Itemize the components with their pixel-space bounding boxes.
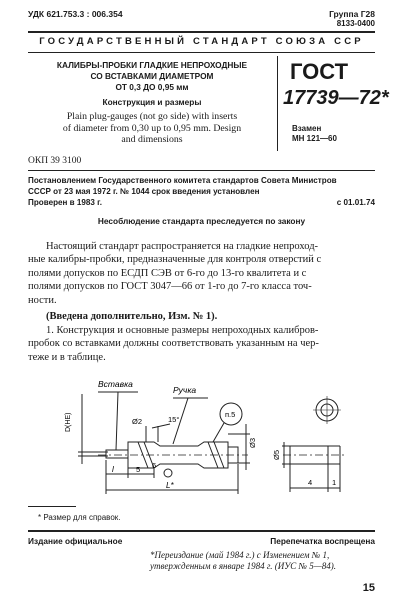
p3-line3: теже и в таблице. (28, 351, 106, 363)
technical-drawing (28, 364, 375, 504)
gost-number: 17739—72* (283, 87, 389, 109)
footnote-rule (28, 506, 76, 507)
effective-date: с 01.01.74 (336, 198, 375, 207)
p3-line2: пробок со вставками должны соответствовать указанным на чер- (28, 338, 319, 350)
label-insert: Вставка (98, 379, 133, 389)
label-angle: 15° (168, 415, 180, 424)
page-number: 15 (362, 582, 375, 594)
title-ru-sub: Конструкция и размеры (102, 97, 202, 107)
decree-text (28, 176, 375, 197)
body-paragraph-1 (28, 240, 375, 307)
label-d5: Ø5 (272, 449, 281, 460)
decree-line2: СССР от 23 мая 1972 г. № 1044 срок введения установлен (28, 186, 260, 196)
replace-value: МН 121—60 (292, 134, 337, 143)
label-d2: Ø2 (132, 417, 143, 426)
reprint-label: Перепечатка воспрещена (270, 536, 375, 546)
violation-notice: Несоблюдение стандарта преследуется по закону (97, 216, 306, 226)
label-d3: Ø3 (248, 437, 257, 448)
org-rule (28, 52, 375, 53)
title-ru-line3: ОТ 0,3 ДО 0,95 мм (115, 82, 189, 92)
udk-code: УДК 621.753.3 : 006.354 (28, 9, 123, 19)
label-d: D(НЕ) (65, 412, 72, 432)
reissue-line1: *Переиздание (май 1984 г.) с Изменением № 1, (150, 550, 330, 560)
title-en (28, 111, 276, 146)
okp-code: ОКП 39 3100 (28, 156, 82, 166)
label-6: 6 (152, 461, 157, 470)
product-code: 8133-0400 (336, 19, 375, 28)
group-code: Группа Г28 (329, 9, 375, 19)
p1-line2: ные калибры-пробки, предназначенные для контроля отверстий с (28, 254, 322, 266)
title-ru-line2: СО ВСТАВКАМИ ДИАМЕТРОМ (90, 71, 214, 81)
label-5: 5 (136, 465, 141, 474)
title-en-line3: and dimensions (121, 134, 183, 145)
reissue-line2: утвержденным в январе 1984 г. (ИУС № 5—84). (150, 561, 337, 571)
edition-label: Издание официальное (28, 536, 123, 546)
decree-line1: Постановлением Государственного комитета стандартов Совета Министров (28, 176, 337, 185)
header-rule (28, 31, 375, 33)
footnote: * Размер для справок. (38, 513, 121, 522)
title-ru-line1: КАЛИБРЫ-ПРОБКИ ГЛАДКИЕ НЕПРОХОДНЫЕ (56, 60, 248, 70)
title-ru (28, 60, 276, 93)
insert-leader (116, 392, 118, 450)
replace-label: Взамен (292, 124, 322, 133)
label-handle: Ручка (173, 385, 197, 395)
p1-line1: Настоящий стандарт распространяется на гладкие непроход- (46, 241, 319, 252)
org-heading: ГОСУДАРСТВЕННЫЙ СТАНДАРТ СОЮЗА ССР (39, 36, 364, 47)
body-paragraph-2: (Введена дополнительно, Изм. № 1). (46, 311, 218, 322)
gost-label: ГОСТ (290, 59, 349, 84)
okp-rule (28, 170, 375, 171)
label-note: п.5 (225, 410, 236, 419)
insert-body (106, 450, 128, 458)
p1-line5: ности. (28, 294, 57, 306)
title-divider (277, 56, 278, 151)
p1-line3: полями допусков по ЕСДП СЭВ от 6-го до 13-го квалитета и с (28, 267, 307, 279)
label-l: l (112, 465, 114, 474)
checked-text: Проверен в 1983 г. (28, 198, 102, 207)
footer-rule (28, 530, 375, 532)
label-4: 4 (308, 478, 313, 487)
label-L: L* (166, 481, 174, 490)
p1-line4: полями допусков по ГОСТ 3047—66 от 1-го до 7-го класса точ- (28, 281, 312, 293)
title-en-line1: Plain plug-gauges (not go side) with inserts (66, 111, 238, 122)
body-paragraph-3 (28, 324, 375, 364)
title-en-line2: of diameter from 0,30 up to 0,95 mm. Design (62, 122, 242, 134)
label-1: 1 (332, 478, 337, 487)
p3-line1: 1. Конструкция и основные размеры непроходных калибров- (46, 325, 319, 336)
reissue-note (150, 550, 336, 572)
